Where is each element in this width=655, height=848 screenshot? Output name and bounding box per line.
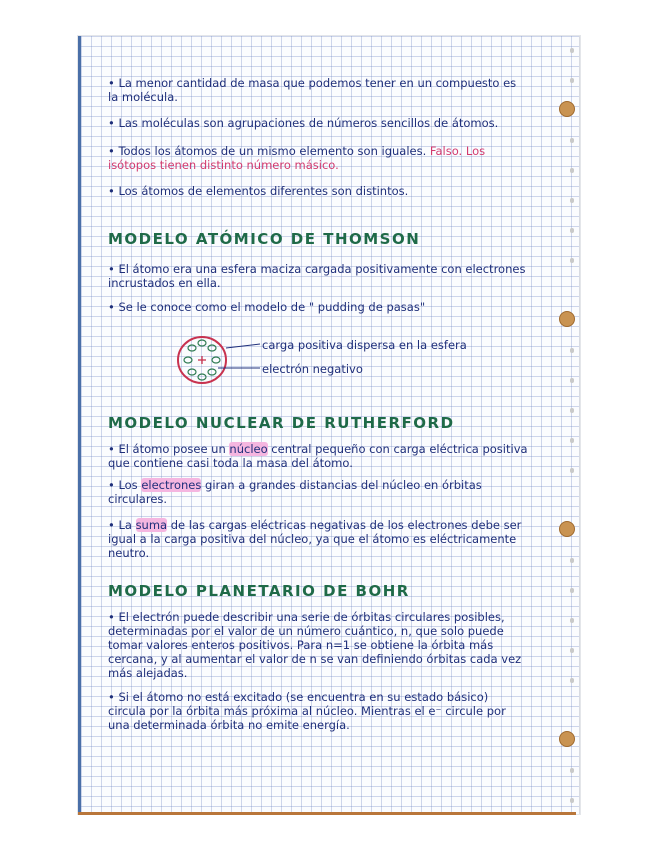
electron bbox=[208, 345, 216, 351]
rutherford-heading: MODELO NUCLEAR DE RUTHERFORD bbox=[108, 414, 455, 432]
binder-hole-4 bbox=[559, 731, 575, 747]
binder-hole-3 bbox=[559, 521, 575, 537]
electron bbox=[188, 369, 196, 375]
binder-hole-2 bbox=[559, 311, 575, 327]
thomson-atom-diagram bbox=[172, 330, 262, 390]
rutherford-bullet-3 bbox=[108, 518, 528, 560]
electron bbox=[208, 369, 216, 375]
thomson-label-electron: electrón negativo bbox=[262, 362, 363, 376]
rutherford-b3-post: de las cargas eléctricas negativas de los electrones debe ser igual a la carga positiva del núcleo, ya que el átomo es eléctricamente neutro. bbox=[108, 518, 522, 560]
rutherford-b1-highlight: núcleo bbox=[229, 442, 268, 456]
bohr-bullet-1: • El electrón puede describir una serie de órbitas circulares posibles, determinadas por el valor de un número cuántico, n, que solo puede tomar valores enteros positivos. Para n=1 se obtiene la órbita más cercana, y al aumentar el valor de n se van definiendo órbitas cada vez más alejadas. bbox=[108, 610, 522, 680]
bohr-bullet-2: • Si el átomo no está excitado (se encuentra en su estado básico) circula por la órbita más próxima al núcleo. Mientras el e⁻ circule por una determinada órbita no emite energía. bbox=[108, 690, 506, 732]
thomson-bullet-2: • Se le conoce como el modelo de " pudding de pasas" bbox=[108, 300, 426, 314]
thomson-heading: MODELO ATÓMICO DE THOMSON bbox=[108, 230, 421, 248]
perforation bbox=[570, 378, 574, 383]
electron bbox=[188, 345, 196, 351]
rutherford-bullet-1 bbox=[108, 442, 528, 470]
perforation bbox=[570, 438, 574, 443]
dalton-bullet-4: • Los átomos de elementos diferentes son distintos. bbox=[108, 184, 409, 198]
perforation bbox=[570, 468, 574, 473]
perforation bbox=[570, 798, 574, 803]
perforation bbox=[570, 348, 574, 353]
electron bbox=[184, 357, 192, 363]
rutherford-b2-pre: • Los bbox=[108, 478, 138, 492]
arrow-positive bbox=[226, 344, 260, 348]
perforation bbox=[570, 648, 574, 653]
dalton-bullet-3-note: Falso. Los isótopos tienen distinto número másico. bbox=[108, 144, 486, 172]
rutherford-b1-pre: • El átomo posee un bbox=[108, 442, 226, 456]
dalton-bullet-2: • Las moléculas son agrupaciones de números sencillos de átomos. bbox=[108, 116, 499, 130]
electron bbox=[198, 374, 206, 380]
perforation bbox=[570, 408, 574, 413]
thomson-bullet-1: • El átomo era una esfera maciza cargada positivamente con electrones incrustados en ella. bbox=[108, 262, 526, 290]
perforation bbox=[570, 678, 574, 683]
rutherford-b3-pre: • La bbox=[108, 518, 132, 532]
rutherford-b1-post: central pequeño con carga eléctrica positiva que contiene casi toda la masa del átomo. bbox=[108, 442, 528, 470]
binder-hole-1 bbox=[559, 101, 575, 117]
perforation bbox=[570, 78, 574, 83]
perforation bbox=[570, 768, 574, 773]
perforation bbox=[570, 138, 574, 143]
perforation bbox=[570, 198, 574, 203]
dalton-bullet-3-text: • Todos los átomos de un mismo elemento son iguales. bbox=[108, 144, 427, 158]
perforation bbox=[570, 48, 574, 53]
perforation bbox=[570, 258, 574, 263]
rutherford-b2-post: giran a grandes distancias del núcleo en órbitas circulares. bbox=[108, 478, 482, 506]
dalton-bullet-3 bbox=[108, 144, 528, 172]
bohr-heading: MODELO PLANETARIO DE BOHR bbox=[108, 582, 410, 600]
rutherford-bullet-2 bbox=[108, 478, 528, 506]
rutherford-b2-highlight: electrones bbox=[141, 478, 202, 492]
perforation bbox=[570, 588, 574, 593]
perforation bbox=[570, 558, 574, 563]
electron bbox=[198, 340, 206, 346]
perforation bbox=[570, 228, 574, 233]
rutherford-b3-highlight: suma bbox=[135, 518, 168, 532]
thomson-label-positive: carga positiva dispersa en la esfera bbox=[262, 338, 467, 352]
perforation bbox=[570, 168, 574, 173]
electron bbox=[212, 357, 220, 363]
sheet-bottom-edge bbox=[78, 812, 576, 815]
perforation bbox=[570, 618, 574, 623]
dalton-bullet-1: • La menor cantidad de masa que podemos tener en un compuesto es la molécula. bbox=[108, 76, 517, 104]
